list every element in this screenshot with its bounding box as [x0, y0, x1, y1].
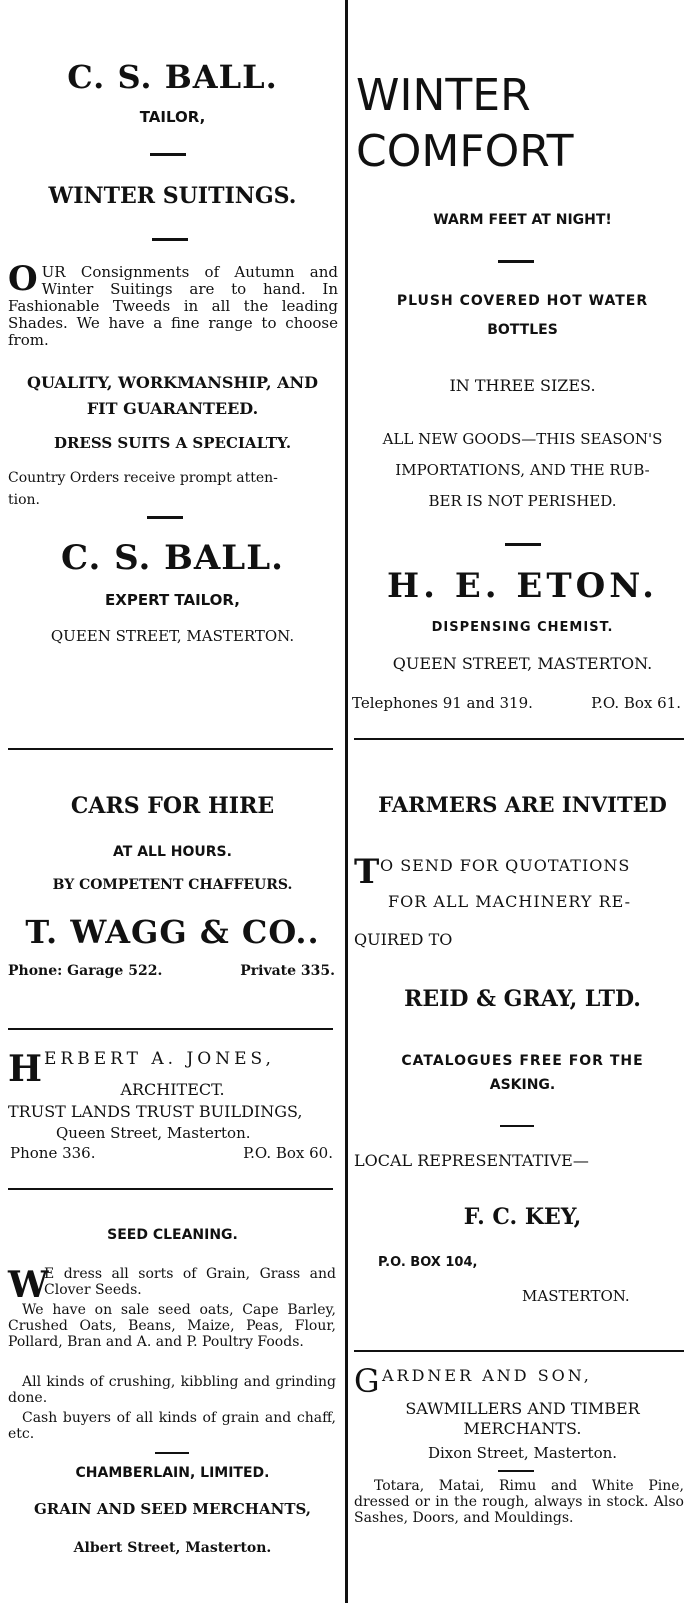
ad-eton-box: P.O. Box 61. [591, 694, 681, 712]
ad-ball-line4: Country Orders receive prompt atten- [8, 470, 278, 486]
ad-reid-local: LOCAL REPRESENTATIVE— [354, 1151, 589, 1170]
ad-seed-body4: Cash buyers of all kinds of grain and chaff, etc. [8, 1410, 336, 1442]
ad-gardner-address: Dixon Street, Masterton. [427, 1444, 618, 1462]
ad-jones-title: ARCHITECT. [120, 1080, 225, 1099]
ad-eton-goods3: BER IS NOT PERISHED. [428, 492, 617, 510]
ad-ball-line1: QUALITY, WORKMANSHIP, AND [27, 373, 318, 392]
separator [498, 260, 534, 263]
ad-ball-name2: C. S. BALL. [61, 538, 284, 578]
ad-seed-trade: GRAIN AND SEED MERCHANTS, [33, 1500, 312, 1518]
ad-reid-box: P.O. BOX 104, [378, 1255, 478, 1270]
ad-wagg-name: T. WAGG & CO.. [25, 913, 320, 951]
column-divider [345, 0, 348, 1603]
ad-jones-box: P.O. Box 60. [243, 1144, 333, 1162]
ad-eton-goods1: ALL NEW GOODS—THIS SEASON'S [382, 430, 663, 448]
ad-seed-body2: We have on sale seed oats, Cape Barley, Crushed Oats, Beans, Maize, Peas, Flour, Pollard, Bran and A. and P. Poultry Foods. [8, 1302, 336, 1350]
ad-ball-line2: FIT GUARANTEED. [86, 399, 259, 418]
separator [150, 153, 186, 156]
ad-seed-heading: SEED CLEANING. [107, 1227, 238, 1243]
ad-eton-product1: PLUSH COVERED HOT WATER [396, 293, 649, 309]
ad-eton-sub: WARM FEET AT NIGHT! [433, 212, 612, 228]
ad-eton-phones: Telephones 91 and 319. [352, 694, 533, 712]
ad-jones-phone: Phone 336. [10, 1144, 96, 1162]
left-column [0, 0, 345, 1603]
ad-divider [8, 748, 333, 750]
ad-jones-building: TRUST LANDS TRUST BUILDINGS, [8, 1102, 303, 1121]
separator [147, 516, 183, 519]
ad-eton-name: H. E. ETON. [387, 566, 658, 606]
ad-reid-line3: QUIRED TO [354, 930, 453, 949]
ad-reid-line2: FOR ALL MACHINERY RE- [388, 892, 632, 911]
ad-divider [354, 738, 684, 740]
ad-ball-body-block [8, 259, 338, 349]
ad-eton-head1: WINTER [356, 70, 531, 121]
ad-wagg-private: Private 335. [240, 963, 335, 979]
ad-divider [354, 1350, 684, 1352]
ad-ball-trade: TAILOR, [139, 108, 206, 126]
right-column [350, 0, 695, 1603]
separator [498, 1470, 534, 1472]
ad-ball-heading: WINTER SUITINGS. [48, 183, 297, 209]
ad-jones-dropcap: H [8, 1048, 43, 1090]
separator [152, 238, 188, 241]
ad-reid-town: MASTERTON. [522, 1287, 630, 1305]
ad-wagg-sub1: AT ALL HOURS. [113, 844, 232, 860]
ad-reid-line1: O SEND FOR QUOTATIONS [380, 856, 631, 875]
separator [500, 1125, 534, 1127]
separator [155, 1452, 189, 1454]
ad-eton-trade: DISPENSING CHEMIST. [431, 620, 614, 635]
ad-eton-address: QUEEN STREET, MASTERTON. [392, 654, 653, 673]
ad-eton-head2: COMFORT [356, 126, 574, 177]
ad-ball-address: QUEEN STREET, MASTERTON. [50, 627, 295, 645]
ad-ball-body: UR Consignments of Autumn and Winter Suitings are to hand. In Fashionable Tweeds in all the leading Shades. We have a fine range to choose from. [8, 263, 338, 349]
ad-eton-goods2: IMPORTATIONS, AND THE RUB- [395, 461, 650, 479]
ad-seed-body3: All kinds of crushing, kibbling and grinding done. [8, 1374, 336, 1406]
ad-reid-name: REID & GRAY, LTD. [404, 986, 641, 1012]
ad-ball-trade2: EXPERT TAILOR, [105, 591, 240, 609]
ad-reid-dropcap: T [354, 852, 380, 892]
ad-wagg-heading: CARS FOR HIRE [70, 793, 275, 819]
ad-eton-product2: BOTTLES [487, 322, 558, 338]
ad-seed-body1: E dress all sorts of Grain, Grass and Clover Seeds. [44, 1266, 336, 1298]
ad-divider [8, 1188, 333, 1190]
ad-jones-street: Queen Street, Masterton. [56, 1124, 251, 1142]
ad-reid-cat1: CATALOGUES FREE FOR THE [401, 1053, 644, 1069]
ad-ball-name: C. S. BALL. [67, 58, 278, 96]
ad-seed-dropcap: W [8, 1264, 49, 1306]
ad-divider [8, 1028, 333, 1030]
ad-gardner-body: Totara, Matai, Rimu and White Pine, dressed or in the rough, always in stock. Also Sashes, Doors, and Mouldings. [354, 1478, 684, 1526]
ad-seed-name: CHAMBERLAIN, LIMITED. [75, 1465, 270, 1481]
ad-ball-line5: tion. [8, 492, 40, 508]
ad-gardner-name: ARDNER AND SON, [382, 1366, 592, 1385]
ad-reid-heading: FARMERS ARE INVITED [378, 792, 667, 817]
ad-eton-sizes: IN THREE SIZES. [449, 376, 596, 395]
ad-gardner-dropcap: G [354, 1362, 380, 1400]
ad-gardner-trade1: SAWMILLERS AND TIMBER [405, 1399, 640, 1418]
ad-ball-line3: DRESS SUITS A SPECIALTY. [53, 434, 292, 452]
ad-reid-cat2: ASKING. [489, 1077, 556, 1093]
ad-gardner-trade2: MERCHANTS. [463, 1419, 582, 1438]
ad-wagg-sub2: BY COMPETENT CHAFFEURS. [52, 877, 293, 893]
ad-seed-address: Albert Street, Masterton. [73, 1540, 272, 1556]
ad-reid-rep: F. C. KEY, [463, 1204, 582, 1230]
ad-jones-name: ERBERT A. JONES, [44, 1049, 275, 1069]
separator [505, 543, 541, 546]
ad-ball-dropcap: O [8, 259, 38, 299]
ad-wagg-phone: Phone: Garage 522. [8, 963, 163, 979]
